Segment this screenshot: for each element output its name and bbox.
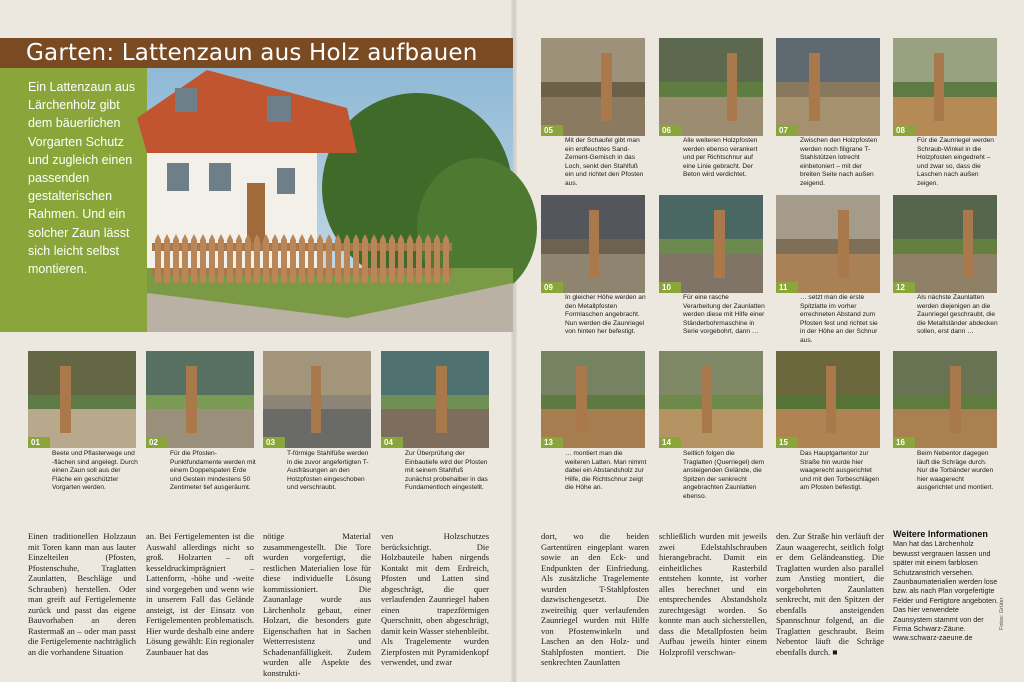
step-number: 16 [893,437,915,448]
body-text-4: ven Holzschutzes berücksichtigt. Die Holzbauteile haben nirgends Kontakt mit dem Erdreich, Pfosten und Latten sind abgeschrägt, die quer verlaufenden Zaunriegel haben einen trapezförmigen Querschnitt, oben abgeschrägt, damit kein Wasser stehenbleibt. Als Tragelemente wurden Zierpfosten mit Pyramidenkopf verwendet, und zwar [381,531,489,667]
fence-picket [389,234,395,283]
fence-picket [263,234,269,283]
step-photo [659,195,763,293]
fence-picket [371,234,377,283]
fence-picket [434,234,440,283]
fence-picket [398,234,404,283]
fence-picket [290,234,296,283]
step-caption [683,450,765,500]
step-caption-text: … setzt man die erste Spitzlatte im vorher errechneten Abstand zum Pfosten fest und richtet sie in der Höhe an der Schnur aus. [800,294,878,344]
body-text-3: nötige Material zusammengestellt. Die Tore wurden vorgefertigt, die restlichen Materialien lose für diese individuelle Lösung kommissioniert. Die Zaunanlage wurde aus Lärchenholz gebaut, einer Holzart, die besonders gute Eigenschaften hat in Sachen Wetterresistenz und Schadenanfälligkeit. Zudem wurden alle Aspekte des konstrukti- [263,531,371,678]
step-caption [917,294,999,338]
step-number: 12 [893,282,915,293]
step-caption-text: In gleicher Höhe werden an den Metallpfosten Formlaschen angebracht. Nun werden die Zaunriegel von hinten her befestigt. [565,294,646,336]
fence-picket [254,234,260,283]
step-photo [893,38,997,136]
step-number: 05 [541,125,563,136]
step-caption [287,450,373,494]
step-caption [917,450,999,494]
photo-credit: Fotos: Grüter [999,597,1005,630]
body-column-1 [28,531,136,657]
step-caption [405,450,491,494]
step-number: 10 [659,282,681,293]
step-caption-text: T-förmige Stahlfüße werden in die zuvor angefertigten T-Ausfräsungen an den Holzpfosten eingeschoben und verschraubt. [287,450,369,492]
body-column-4 [381,531,489,667]
step-caption [800,450,882,494]
intro-text: Ein Lattenzaun aus Lärchenholz gibt dem bäuerlichen Vorgarten Schutz und zugleich einen passenden gestalterischen Rahmen. Und ein solcher Zaun lässt sich leicht selbst montieren. [28,80,136,277]
fence-picket [362,234,368,283]
step-caption-text: Für die Pfosten-Punktfundamente werden mit einem Doppelspaten Erde und Gestein mindestens 50 Zentimeter tief ausgeräumt. [170,450,256,492]
step-number: 11 [776,282,798,293]
step-caption-text: Als nächste Zaunlatten werden diejenigen an die Zaunriegel geschraubt, die die Metallständer abdecken sollen, erst dann … [917,294,998,336]
step-caption-text: Für die Zaunriegel werden Schraub-Winkel in die Holzpfosten eingedreht – und zwar so, dass die Laschen nach außen zeigen. [917,137,994,187]
step-photo [776,195,880,293]
body-column-6 [659,531,767,657]
fence-picket [218,234,224,283]
page-title: Garten: Lattenzaun aus Holz aufbauen [26,40,478,66]
fence-picket [236,234,242,283]
step-caption [683,137,765,181]
step-number: 14 [659,437,681,448]
step-number: 06 [659,125,681,136]
fence-picket [416,234,422,283]
step-photo [893,351,997,448]
step-number: 02 [146,437,168,448]
body-text-2: an. Bei Fertigelementen ist die Auswahl allerdings nicht so groß. Holzarten – oft kesseldruckimprägniert – Lattenform, -höhe und -weite sind vorgegeben und wenn wie in unserem Fall das Gelände ansteigt, ist der Einsatz von Fertigelementen problematisch. Hier wurde deshalb eine andere Lösung gewählt: Ein regionaler Zaunbauer hat das [146,531,254,657]
fence-picket [317,234,323,283]
fence-picket [407,234,413,283]
step-caption [683,294,765,338]
title-banner [0,38,513,68]
fence-picket [380,234,386,283]
step-photo [146,351,254,448]
step-caption [52,450,138,494]
step-caption-text: Beim Nebentor dagegen läuft die Schräge durch. Nur die Torbänder wurden hier waagerecht ausgerichtet und montiert. [917,450,994,492]
body-text-1: Einen traditionellen Holzzaun mit Toren kann man aus lauter Einzelteilen (Pfosten, Pfostenschuhe, Traglatten Zaunlatten, Beschläge und Schrauben) herstellen. Oder man greift auf Fertigelemente zurück und passt das eigene Bauvorhaben an deren Rastermaß an – oder man passt die Fertigelemente nachträglich an die vorhandene Situation [28,531,136,657]
step-number: 08 [893,125,915,136]
step-caption [565,137,647,187]
step-number: 13 [541,437,563,448]
step-caption [565,294,647,338]
step-photo [541,195,645,293]
fence-picket [344,234,350,283]
fence-picket [173,234,179,283]
step-photo [541,351,645,448]
fence-picket [245,234,251,283]
fence-picket [272,234,278,283]
step-caption-text: Seitlich folgen die Traglatten (Querriegel) dem ansteigenden Gelände, die Spitzen der senkrecht angebrachten Zaunlatten ebenso. [683,450,765,500]
step-number: 04 [381,437,403,448]
step-caption [917,137,999,187]
body-text-5: dort, wo die beiden Gartentüren eingeplant waren sowie an den Eck- und Endpunkten der Einfriedung. Als zusätzliche Tragelemente wurden T-Stahlpfosten dazwischengesetzt. Die zweireihig quer verlaufenden Zaunriegel wurden mit Hilfe von Pfostenwinkeln und Laschen an den Holz- und Stahlpfosten montiert. Die senkrechten Zaunlatten [541,531,649,667]
step-caption-text: Zur Überprüfung der Einbautiefe wird der Pfosten mit seinem Stahlfuß zunächst probehalber in das Fundamentloch eingestellt. [405,450,488,492]
step-number: 15 [776,437,798,448]
fence-picket [281,234,287,283]
fence-picket [164,234,170,283]
step-photo [776,351,880,448]
body-text-6: schließlich wurden mit jeweils zwei Edelstahlschrauben hierangebracht. Damit ein einheitliches Rasterbild entstehen konnte, ist vorher alles berechnet und ein entsprechendes Abstandsholz zurechtgesägt worden. So konnte man auch sicherstellen, dass die Metallpfosten beim Aufbau jeweils hinter einem Holzprofil verschwan- [659,531,767,657]
body-text-7: den. Zur Straße hin verläuft der Zaun waagerecht, seitlich folgt er dem Geländeanstieg. Die Traglatten wurden also parallel zum Anstieg montiert, die vorgebohrten Zaunlatten senkrecht, mit den Spitzen der ebenfalls ansteigenden Spannschnur folgend, an die Traglatten geschraubt. Beim Nebentor läuft die Schräge ebenfalls durch. ■ [776,531,884,657]
step-photo [263,351,371,448]
step-photo [893,195,997,293]
fence-picket [182,234,188,283]
step-caption-text: … montiert man die weiteren Latten. Man nimmt dabei ein Abstandsholz zur Hilfe, die Richtschnur zeigt die Höhe an. [565,450,647,492]
step-photo [659,38,763,136]
intro-box [0,68,147,332]
step-photo [28,351,136,448]
fence-picket [308,234,314,283]
body-column-2 [146,531,254,657]
step-number: 01 [28,437,50,448]
step-number: 03 [263,437,285,448]
step-caption-text: Das Hauptgartentor zur Straße hin wurde hier waagerecht ausgerichtet und mit den Torbeschlägen am Pfosten befestigt. [800,450,880,492]
step-caption [800,137,882,187]
fence-picket [299,234,305,283]
fence-picket [209,234,215,283]
info-title: Weitere Informationen [893,529,988,539]
step-photo [659,351,763,448]
step-caption [170,450,256,494]
hero-photo [147,68,513,332]
fence-picket [200,234,206,283]
step-caption-text: Zwischen den Holzpfosten werden noch filigrane T-Stahlstützen lotrecht einbetoniert – mit der breiten Seite nach außen zeigend. [800,137,878,187]
step-photo [381,351,489,448]
fence-picket [335,234,341,283]
body-column-5 [541,531,649,667]
step-caption-text: Beete und Pflasterwege und -flächen sind angelegt. Durch einen Zaun soll aus der Fläche ein geschützter Vorgarten werden. [52,450,138,492]
fence-picket [227,234,233,283]
step-caption-text: Mit der Schaufel gibt man ein erdfeuchtes Sand-Zement-Gemisch in das Loch, senkt den Stahlfuß ein und richtet den Pfosten aus. [565,137,644,187]
fence-picket [155,234,161,283]
step-caption [800,294,882,344]
step-photo [776,38,880,136]
fence-picket [326,234,332,283]
fence-picket [443,234,449,283]
fence-picket [425,234,431,283]
fence-picket [191,234,197,283]
step-number: 09 [541,282,563,293]
info-text: Man hat das Lärchenholz bewusst vergrauen lassen und später mit einem farblosen Schutzanstrich versehen. Zaunbaumaterialien werden lose bzw. als nach Plan vorgefertigte Felder und Fertigtore angeboten. Das hier verwendete Zaunsystem stammt von der Firma Schwarz-Zäune. www.schwarz-zaeune.de [893,539,999,643]
info-box [893,530,999,643]
step-caption [565,450,647,494]
body-column-7 [776,531,884,657]
body-column-3 [263,531,371,678]
step-number: 07 [776,125,798,136]
step-photo [541,38,645,136]
fence-picket [353,234,359,283]
step-caption-text: Für eine rasche Verarbeitung der Zaunlatten werden diese mit Hilfe einer Ständerbohrmaschine in Serie vorgebohrt, dann … [683,294,765,336]
step-caption-text: Alle weiteren Holzpfosten werden ebenso verankert und per Richtschnur auf eine Linie gebracht. Der Beton wird verdichtet. [683,137,758,179]
